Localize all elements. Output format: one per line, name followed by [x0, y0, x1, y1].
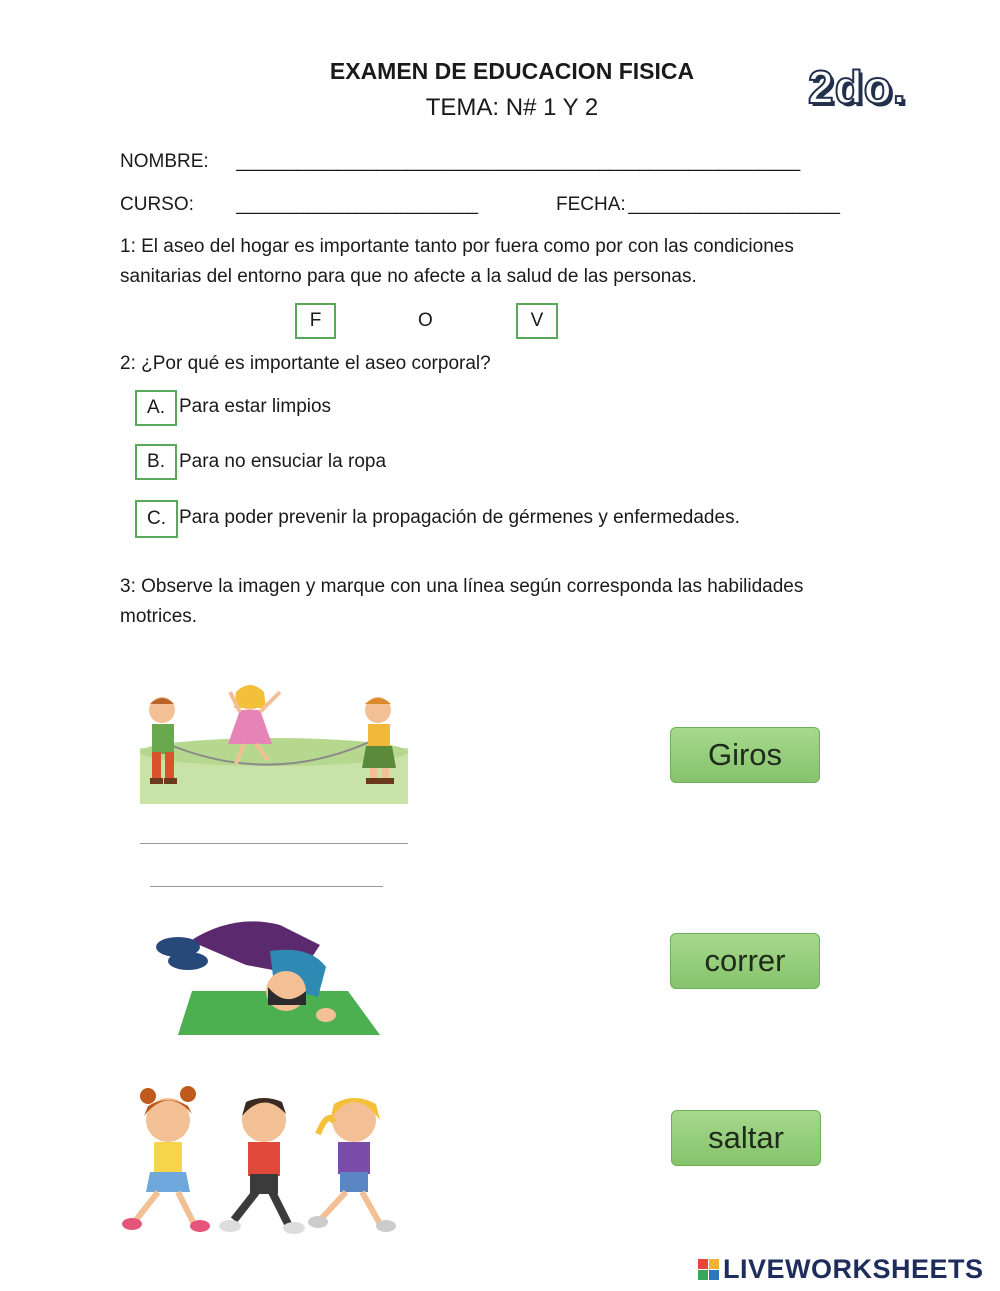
q2-option-c-box[interactable]: C.	[135, 500, 178, 538]
question-1-text: 1: El aseo del hogar es importante tanto por fuera como por con las condiciones sanitarias del entorno para que no afecte a la salud de las personas.	[120, 236, 794, 287]
exam-subtitle: TEMA: N# 1 Y 2	[425, 94, 599, 121]
jump-rope-illustration	[140, 648, 408, 808]
runner-girl-left	[122, 1086, 210, 1232]
answer-pill-correr[interactable]: correr	[670, 933, 820, 989]
question-3-text: 3: Observe la imagen y marque con una línea según corresponda las habilidades motrices.	[120, 576, 804, 627]
q1-connector: O	[418, 310, 433, 331]
grade-badge: 2do.	[808, 61, 907, 113]
date-line[interactable]: _____________________	[628, 194, 840, 215]
name-line[interactable]: ________________________________________________________	[236, 151, 800, 172]
liveworksheets-logo	[698, 1254, 984, 1285]
q1-option-false[interactable]: F	[295, 303, 336, 339]
name-label: NOMBRE:	[120, 151, 209, 172]
q2-option-a-text: Para estar limpios	[179, 396, 332, 417]
date-label: FECHA:	[556, 194, 626, 215]
roll-illustration	[150, 905, 382, 1047]
runner-girl-right	[308, 1098, 396, 1232]
exam-title: EXAMEN DE EDUCACION FISICA	[329, 58, 695, 84]
course-label: CURSO:	[120, 194, 194, 215]
answer-line-1[interactable]	[140, 843, 408, 844]
running-kids-illustration	[118, 1080, 410, 1240]
runner-boy-middle	[219, 1098, 305, 1234]
q2-option-b-text: Para no ensuciar la ropa	[179, 451, 387, 472]
course-line[interactable]: ________________________	[236, 194, 478, 215]
answer-pill-giros[interactable]: Giros	[670, 727, 820, 783]
q2-option-a-box[interactable]: A.	[135, 390, 177, 426]
question-2-text: 2: ¿Por qué es importante el aseo corporal?	[120, 353, 491, 374]
liveworksheets-logo-text: LIVEWORKSHEETS	[723, 1254, 984, 1284]
q1-option-true[interactable]: V	[516, 303, 558, 339]
liveworksheets-logo-icon	[698, 1259, 719, 1280]
q2-option-b-box[interactable]: B.	[135, 444, 177, 480]
answer-line-2[interactable]	[150, 886, 383, 887]
q2-option-c-text: Para poder prevenir la propagación de gérmenes y enfermedades.	[179, 507, 740, 528]
answer-pill-saltar[interactable]: saltar	[671, 1110, 821, 1166]
